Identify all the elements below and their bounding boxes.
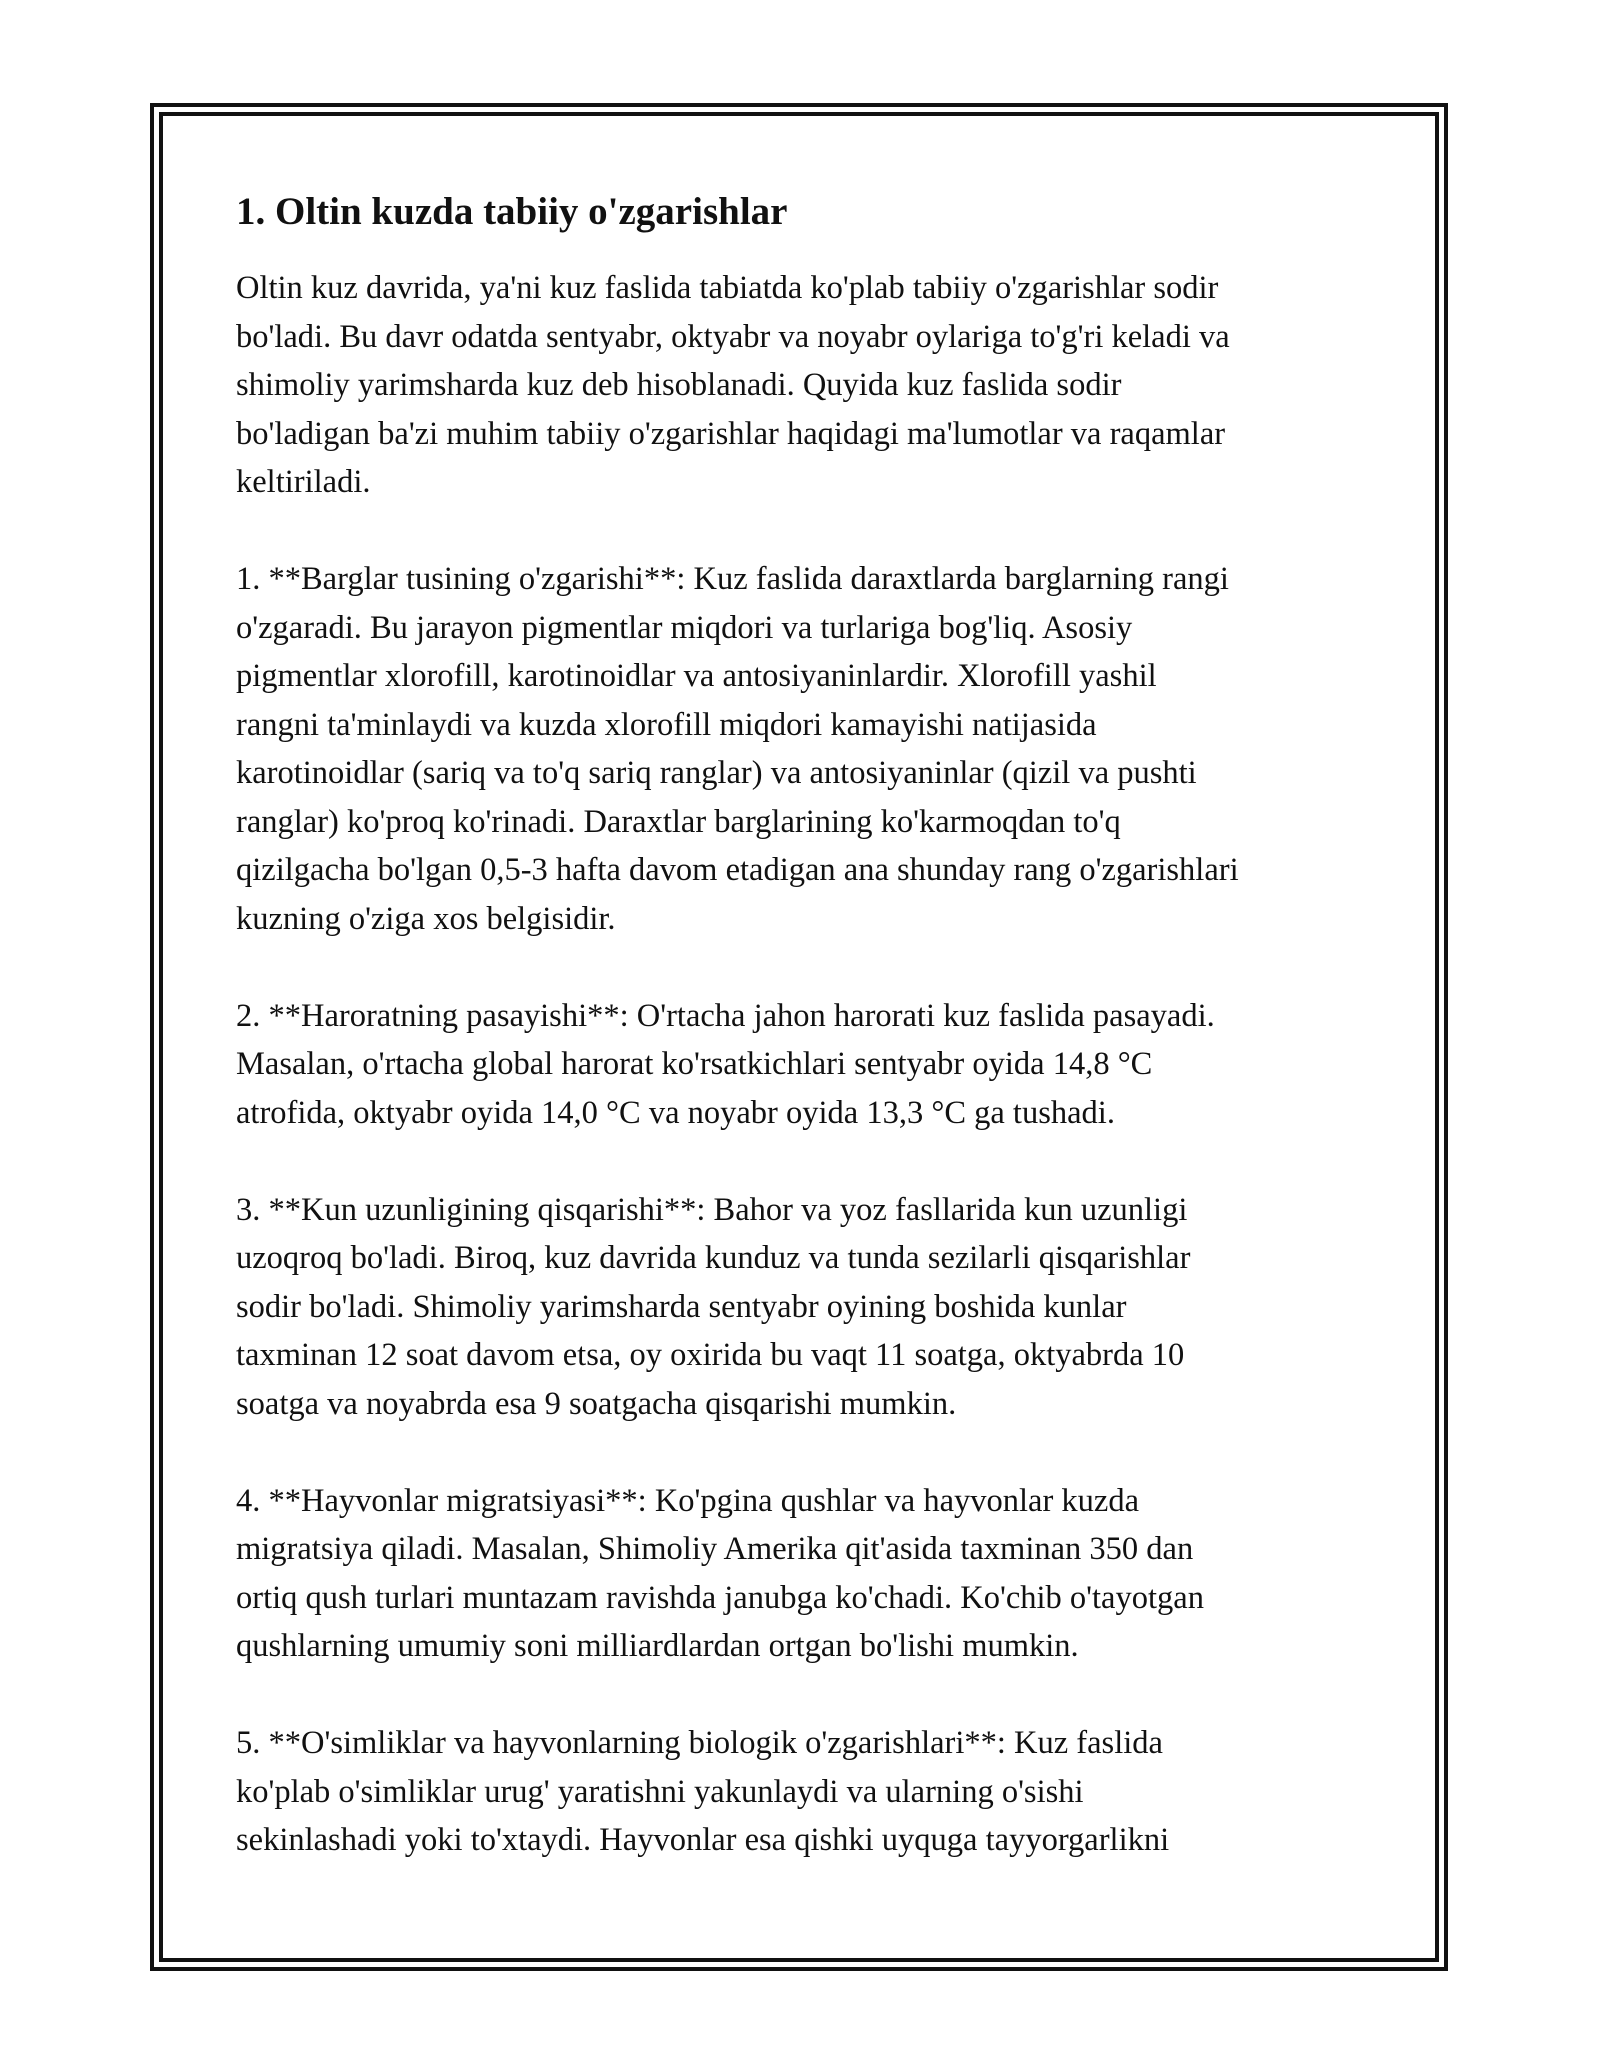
text-line: ortiq qush turlari muntazam ravishda janubga ko'chadi. Ko'chib o'tayotgan — [236, 1579, 1204, 1616]
text-line: Oltin kuz davrida, ya'ni kuz faslida tabiatda ko'plab tabiiy o'zgarishlar sodir — [236, 270, 1219, 306]
text-line: pigmentlar xlorofill, karotinoidlar va antosiyaninlardir. Xlorofill yashil — [236, 658, 1157, 694]
text-line: uzoqroq bo'ladi. Biroq, kuz davrida kunduz va tunda sezilarli qisqarishlar — [236, 1240, 1191, 1276]
paragraph-spacer — [236, 943, 1386, 992]
text-line: atrofida, oktyabr oyida 14,0 °C va noyabr oyida 13,3 °C ga tushadi. — [236, 1094, 1115, 1131]
text-line: Masalan, o'rtacha global harorat ko'rsatkichlari sentyabr oyida 14,8 °C — [236, 1046, 1153, 1082]
document-body — [236, 186, 1386, 1865]
text-line: ko'plab o'simliklar urug' yaratishni yakunlaydi va ularning o'sishi — [236, 1773, 1084, 1810]
text-line: qizilgacha bo'lgan 0,5-3 hafta davom etadigan ana shunday rang o'zgarishlari — [236, 852, 1239, 888]
text-line: bo'ladigan ba'zi muhim tabiiy o'zgarishlar haqidagi ma'lumotlar va raqamlar — [236, 415, 1226, 452]
text-line: soatga va noyabrda esa 9 soatgacha qisqarishi mumkin. — [236, 1385, 957, 1422]
text-line: taxminan 12 soat davom etsa, oy oxirida bu vaqt 11 soatga, oktyabrda 10 — [236, 1337, 1185, 1373]
text-line: qushlarning umumiy soni milliardlardan ortgan bo'lishi mumkin. — [236, 1628, 1079, 1664]
paragraph-spacer — [236, 507, 1386, 556]
text-line: 4. **Hayvonlar migratsiyasi**: Ko'pgina qushlar va hayvonlar kuzda — [236, 1482, 1140, 1519]
text-line: karotinoidlar (sariq va to'q sariq ranglar) va antosiyaninlar (qizil va pushti — [236, 755, 1197, 791]
text-line: ranglar) ko'proq ko'rinadi. Daraxtlar barglarining ko'karmoqdan to'q — [236, 803, 1121, 840]
paragraph-5 — [236, 1477, 1386, 1671]
paragraph-list — [236, 264, 1386, 1865]
text-line: shimoliy yarimsharda kuz deb hisoblanadi. Quyida kuz faslida sodir — [236, 367, 1122, 403]
text-line: o'zgaradi. Bu jarayon pigmentlar miqdori va turlariga bog'liq. Asosiy — [236, 609, 1133, 646]
paragraph-2 — [236, 555, 1386, 943]
paragraph-spacer — [236, 1428, 1386, 1477]
text-line: 5. **O'simliklar va hayvonlarning biologik o'zgarishlari**: Kuz faslida — [236, 1725, 1163, 1761]
text-line: sekinlashadi yoki to'xtaydi. Hayvonlar esa qishki uyquga tayyorgarlikni — [236, 1822, 1170, 1858]
text-line: kuzning o'ziga xos belgisidir. — [236, 900, 616, 937]
document-title: 1. Oltin kuzda tabiiy o'zgarishlar — [236, 190, 788, 233]
paragraph-spacer — [236, 1137, 1386, 1186]
paragraph-spacer — [236, 1671, 1386, 1720]
paragraph-4 — [236, 1186, 1386, 1429]
paragraph-6 — [236, 1719, 1386, 1865]
text-line: migratsiya qiladi. Masalan, Shimoliy Amerika qit'asida taxminan 350 dan — [236, 1531, 1194, 1567]
text-line: bo'ladi. Bu davr odatda sentyabr, oktyabr va noyabr oylariga to'g'ri keladi va — [236, 318, 1230, 355]
text-line: rangni ta'minlaydi va kuzda xlorofill miqdori kamayishi natijasida — [236, 706, 1097, 743]
paragraph-1 — [236, 264, 1386, 507]
text-line: 2. **Haroratning pasayishi**: O'rtacha jahon harorati kuz faslida pasayadi. — [236, 997, 1215, 1034]
text-line: 1. **Barglar tusining o'zgarishi**: Kuz faslida daraxtlarda barglarning rangi — [236, 561, 1229, 597]
text-line: sodir bo'ladi. Shimoliy yarimsharda sentyabr oyining boshida kunlar — [236, 1288, 1127, 1325]
text-line: keltiriladi. — [236, 464, 371, 500]
paragraph-3 — [236, 992, 1386, 1138]
text-line: 3. **Kun uzunligining qisqarishi**: Bahor va yoz fasllarida kun uzunligi — [236, 1191, 1188, 1228]
